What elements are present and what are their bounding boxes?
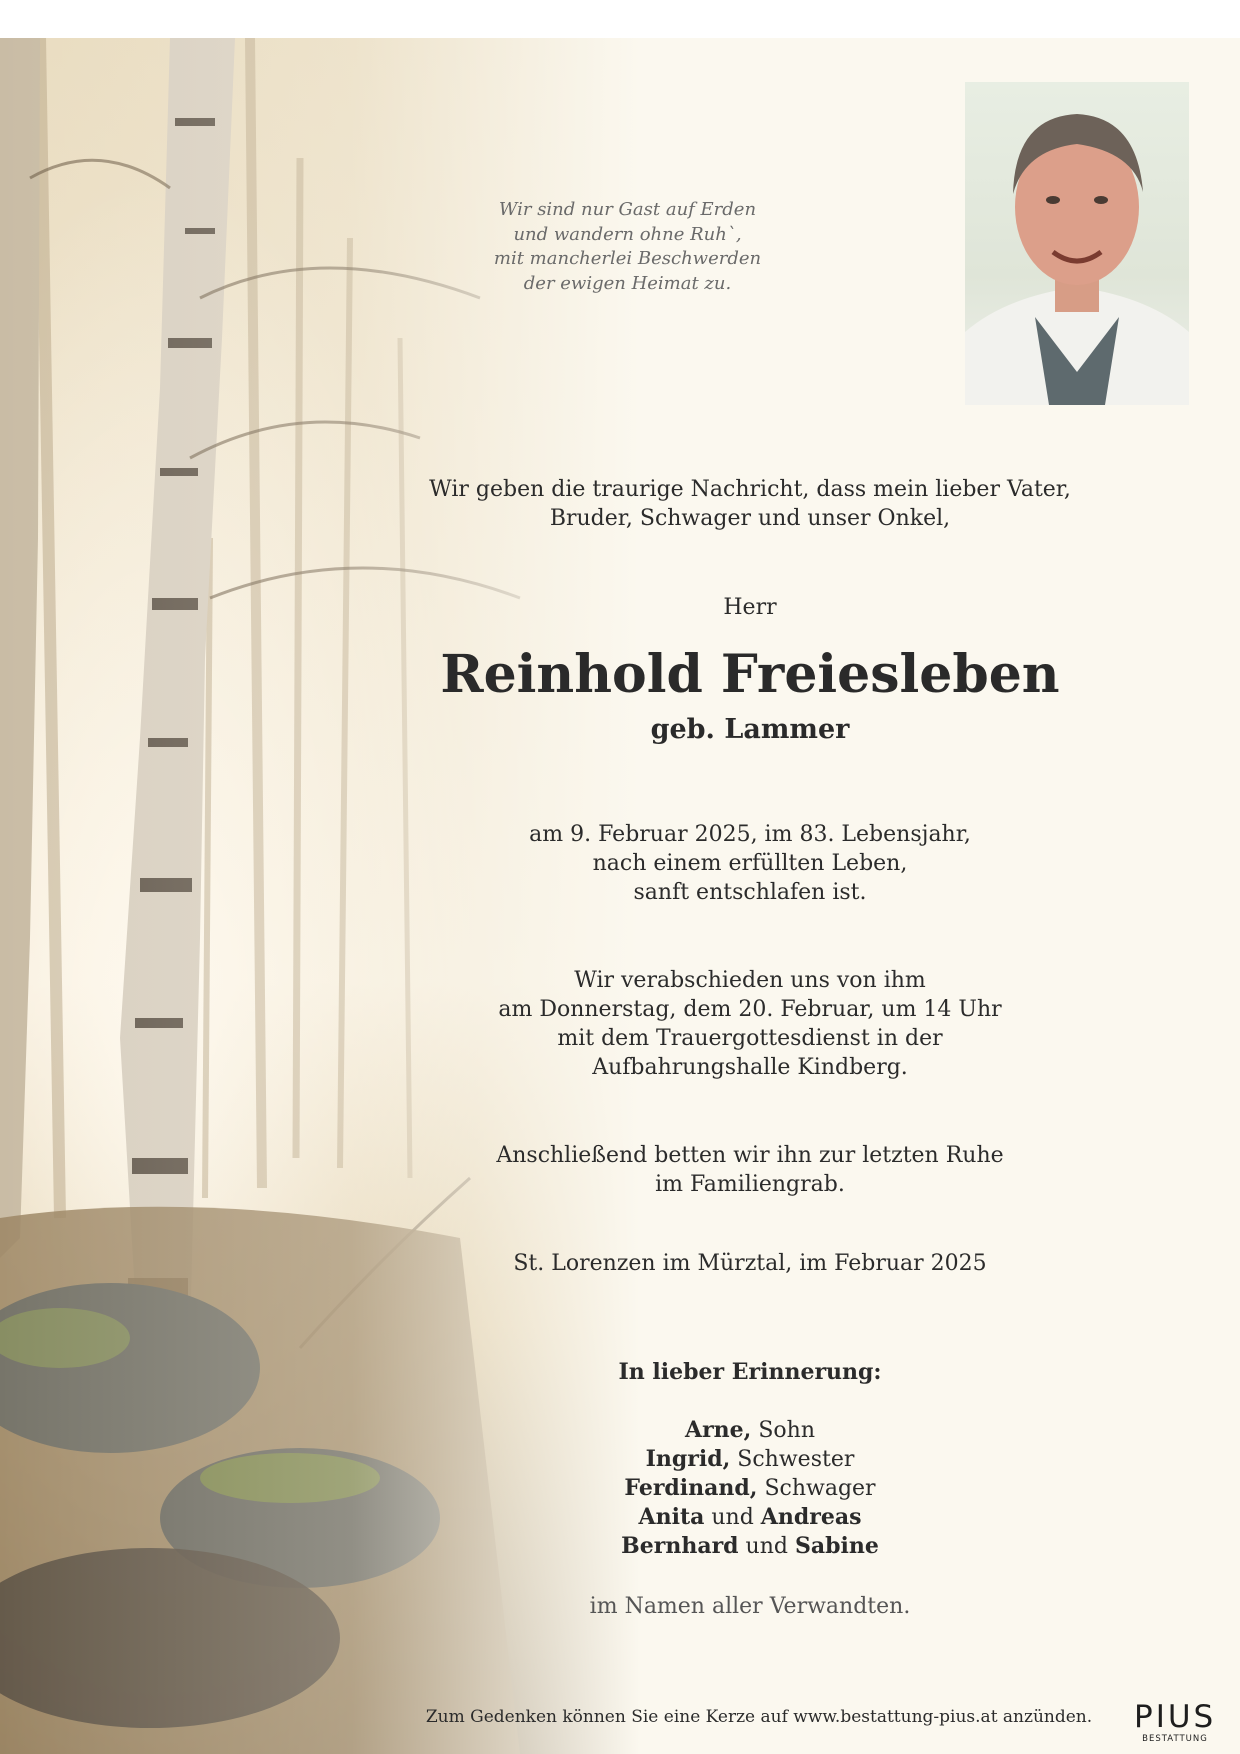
pius-logo bbox=[1134, 1700, 1216, 1746]
intro-text bbox=[380, 475, 1120, 533]
mourner-row bbox=[380, 1445, 1120, 1474]
mourner-row bbox=[380, 1503, 1120, 1532]
closing-text: im Namen aller Verwandten. bbox=[589, 1594, 911, 1619]
mourner-name: Sabine bbox=[794, 1533, 879, 1559]
burial-text bbox=[380, 1141, 1120, 1199]
salutation: Herr bbox=[723, 595, 777, 620]
mourner-name: Andreas bbox=[760, 1504, 862, 1530]
mourner-joiner: und bbox=[711, 1505, 754, 1530]
death-line: nach einem erfüllten Leben, bbox=[592, 851, 908, 876]
obituary-card bbox=[0, 38, 1240, 1754]
mourner-relation: Schwager bbox=[764, 1476, 876, 1501]
mourner-name: Arne, bbox=[685, 1417, 752, 1443]
death-line: am 9. Februar 2025, im 83. Lebensjahr, bbox=[529, 822, 971, 847]
mourner-relation: Schwester bbox=[737, 1447, 855, 1472]
mourner-name: Bernhard bbox=[621, 1533, 739, 1559]
logo-word: PIUS bbox=[1134, 1699, 1217, 1735]
portrait-photo bbox=[965, 82, 1189, 405]
farewell-line: Aufbahrungshalle Kindberg. bbox=[592, 1055, 908, 1080]
memory-heading: In lieber Erinnerung: bbox=[618, 1359, 882, 1385]
intro-line: Wir geben die traurige Nachricht, dass mein lieber Vater, bbox=[429, 477, 1071, 502]
mourner-joiner: und bbox=[745, 1534, 788, 1559]
poem-line: mit mancherlei Beschwerden bbox=[493, 248, 762, 269]
death-line: sanft entschlafen ist. bbox=[633, 880, 867, 905]
footer-text: Zum Gedenken können Sie eine Kerze auf www.bestattung-pius.at anzünden. bbox=[425, 1707, 1093, 1727]
mourner-row bbox=[380, 1416, 1120, 1445]
burial-line: im Familiengrab. bbox=[655, 1172, 845, 1197]
death-text bbox=[380, 820, 1120, 907]
poem-line: Wir sind nur Gast auf Erden bbox=[498, 199, 757, 220]
mourner-row bbox=[380, 1474, 1120, 1503]
intro-line: Bruder, Schwager und unser Onkel, bbox=[549, 506, 951, 531]
poem bbox=[440, 198, 815, 296]
mourners-list bbox=[380, 1416, 1120, 1561]
farewell-text bbox=[380, 966, 1120, 1082]
mourner-row bbox=[380, 1532, 1120, 1561]
burial-line: Anschließend betten wir ihn zur letzten Ruhe bbox=[496, 1143, 1004, 1168]
mourner-name: Ingrid, bbox=[645, 1446, 731, 1472]
mourner-name: Ferdinand, bbox=[624, 1475, 758, 1501]
place-date: St. Lorenzen im Mürztal, im Februar 2025 bbox=[513, 1251, 987, 1276]
mourner-name: Anita bbox=[638, 1504, 705, 1530]
mourner-relation: Sohn bbox=[758, 1418, 815, 1443]
poem-line: der ewigen Heimat zu. bbox=[523, 272, 732, 294]
farewell-line: Wir verabschieden uns von ihm bbox=[574, 968, 926, 993]
logo-subtitle: BESTATTUNG bbox=[1142, 1734, 1208, 1744]
birth-name: geb. Lammer bbox=[650, 714, 850, 745]
deceased-name: Reinhold Freiesleben bbox=[440, 644, 1060, 705]
farewell-line: am Donnerstag, dem 20. Februar, um 14 Uhr bbox=[498, 997, 1002, 1022]
farewell-line: mit dem Trauergottesdienst in der bbox=[557, 1026, 943, 1051]
poem-line: und wandern ohne Ruh`, bbox=[513, 223, 742, 245]
